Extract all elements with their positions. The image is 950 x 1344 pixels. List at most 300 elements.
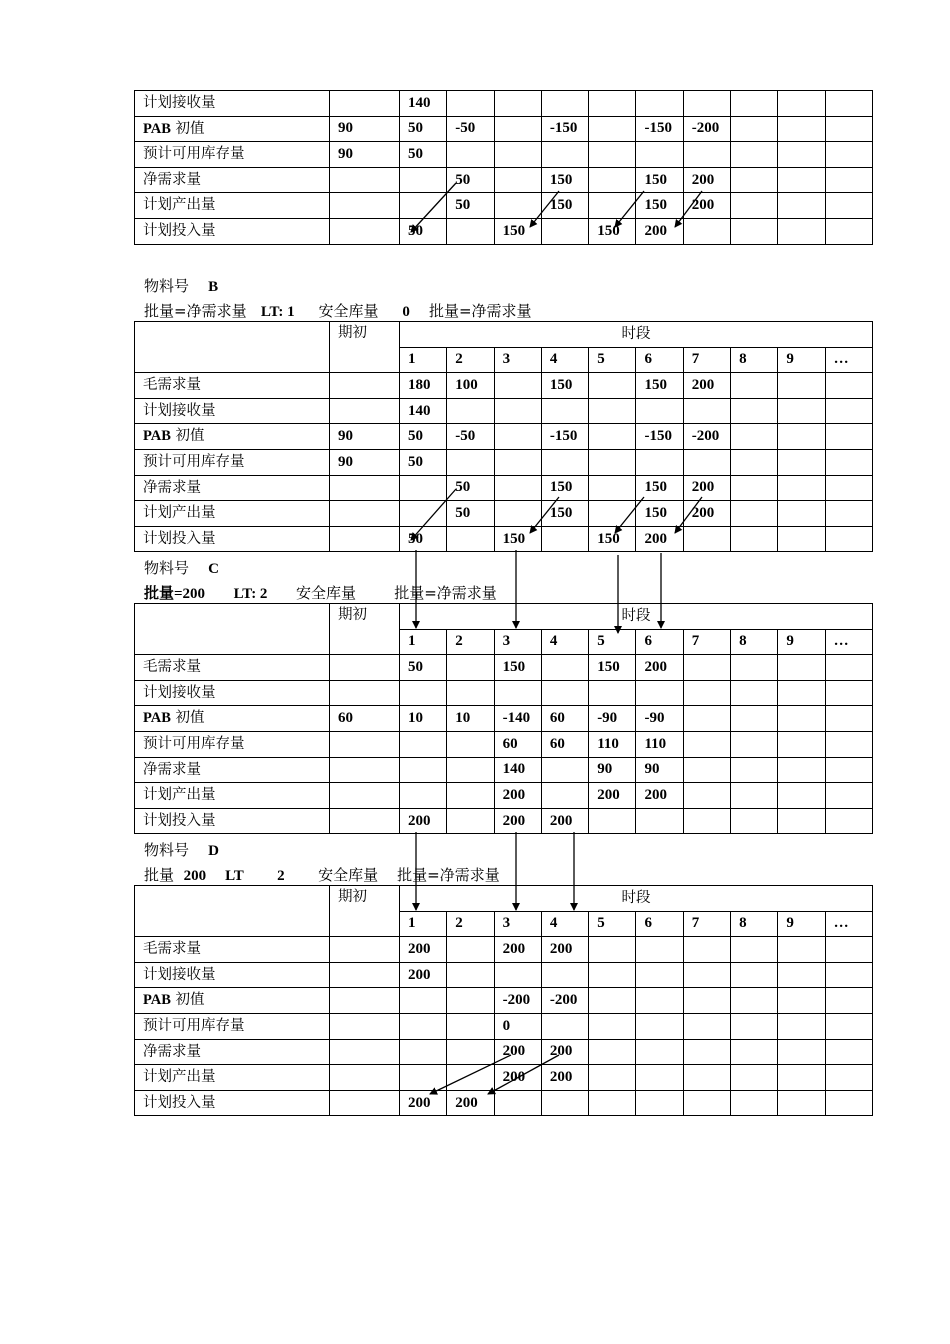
period-value: -140: [494, 706, 541, 732]
period-value: [778, 783, 825, 809]
period-value: [589, 373, 636, 399]
period-value: 150: [636, 475, 683, 501]
initial-value: [330, 731, 400, 757]
period-value: [778, 475, 825, 501]
period-number: 5: [589, 629, 636, 655]
header-row: [135, 604, 873, 630]
period-value: [778, 706, 825, 732]
period-value: [778, 449, 825, 475]
period-value: [683, 988, 730, 1014]
row-label: 计划投入量: [135, 1090, 330, 1116]
period-value: [589, 962, 636, 988]
period-value: [825, 783, 872, 809]
period-value: [731, 680, 778, 706]
period-number: 8: [731, 911, 778, 937]
initial-value: [330, 937, 400, 963]
period-value: [825, 808, 872, 834]
table-row: [135, 680, 873, 706]
row-label: 预计可用库存量: [135, 142, 330, 168]
period-value: [636, 398, 683, 424]
periods-header: 时段: [400, 322, 873, 348]
period-value: 150: [589, 526, 636, 552]
period-value: [400, 167, 447, 193]
period-value: 180: [400, 373, 447, 399]
row-label: 计划接收量: [135, 398, 330, 424]
period-value: [825, 424, 872, 450]
period-number: …: [825, 911, 872, 937]
period-value: 200: [447, 1090, 494, 1116]
period-value: -150: [541, 424, 588, 450]
period-value: [778, 757, 825, 783]
period-value: -90: [589, 706, 636, 732]
period-value: 50: [447, 475, 494, 501]
initial-value: [330, 475, 400, 501]
period-value: 10: [400, 706, 447, 732]
period-value: 50: [400, 218, 447, 244]
period-value: [683, 398, 730, 424]
period-value: [447, 1013, 494, 1039]
period-value: 140: [400, 398, 447, 424]
period-value: [447, 142, 494, 168]
period-value: 90: [589, 757, 636, 783]
period-value: [400, 193, 447, 219]
period-value: 150: [589, 655, 636, 681]
period-number: 8: [731, 629, 778, 655]
period-number: 4: [541, 347, 588, 373]
period-value: 150: [589, 218, 636, 244]
header-row: [135, 322, 873, 348]
period-value: 200: [400, 808, 447, 834]
initial-value: 90: [330, 116, 400, 142]
period-value: [447, 808, 494, 834]
initial-header: 期初: [330, 886, 400, 937]
period-value: [778, 1065, 825, 1091]
period-value: [731, 706, 778, 732]
row-label: 预计可用库存量: [135, 731, 330, 757]
material-b-parameters: 批量=净需求量 LT: 1 安全库量 0 批量=净需求量: [144, 302, 532, 320]
row-label: 净需求量: [135, 167, 330, 193]
period-number: 1: [400, 347, 447, 373]
period-value: [636, 449, 683, 475]
period-value: -50: [447, 424, 494, 450]
period-value: 200: [589, 783, 636, 809]
period-value: [731, 501, 778, 527]
period-value: [825, 526, 872, 552]
period-value: [589, 1090, 636, 1116]
period-value: [825, 757, 872, 783]
initial-value: [330, 655, 400, 681]
material-a-table-partial: [134, 90, 873, 245]
period-value: [731, 142, 778, 168]
table-row: [135, 988, 873, 1014]
period-value: [541, 398, 588, 424]
period-number: 9: [778, 347, 825, 373]
corner-cell: [135, 604, 330, 655]
period-value: [825, 731, 872, 757]
table-row: [135, 937, 873, 963]
table-row: [135, 91, 873, 117]
period-value: [683, 1065, 730, 1091]
period-value: 50: [400, 526, 447, 552]
period-value: [778, 1090, 825, 1116]
initial-value: [330, 398, 400, 424]
period-value: [683, 783, 730, 809]
period-value: [589, 424, 636, 450]
row-label: 净需求量: [135, 1039, 330, 1065]
period-value: [731, 962, 778, 988]
initial-value: 60: [330, 706, 400, 732]
periods-header: 时段: [400, 886, 873, 912]
initial-value: [330, 91, 400, 117]
period-value: [778, 1013, 825, 1039]
period-value: [447, 757, 494, 783]
period-value: [636, 142, 683, 168]
period-value: [494, 501, 541, 527]
period-value: [825, 962, 872, 988]
period-value: [731, 655, 778, 681]
period-value: 200: [636, 655, 683, 681]
period-number: 3: [494, 629, 541, 655]
period-value: [400, 680, 447, 706]
period-value: [825, 501, 872, 527]
period-value: [825, 449, 872, 475]
period-value: [825, 167, 872, 193]
row-label: 计划投入量: [135, 526, 330, 552]
period-value: [447, 1065, 494, 1091]
period-value: [541, 680, 588, 706]
period-value: [400, 783, 447, 809]
table-row: [135, 706, 873, 732]
period-value: [825, 475, 872, 501]
row-label: 毛需求量: [135, 937, 330, 963]
initial-header: 期初: [330, 322, 400, 373]
initial-value: [330, 501, 400, 527]
period-value: 200: [636, 526, 683, 552]
period-value: [683, 142, 730, 168]
period-value: [731, 526, 778, 552]
period-value: 60: [541, 706, 588, 732]
period-value: [731, 757, 778, 783]
corner-cell: [135, 886, 330, 937]
period-value: [683, 655, 730, 681]
period-value: 200: [400, 1090, 447, 1116]
table-row: [135, 167, 873, 193]
period-value: [447, 680, 494, 706]
period-value: 200: [494, 783, 541, 809]
initial-value: [330, 218, 400, 244]
initial-value: [330, 1090, 400, 1116]
period-value: 150: [636, 167, 683, 193]
row-label: PAB 初值: [135, 424, 330, 450]
period-value: [400, 1039, 447, 1065]
period-value: [731, 373, 778, 399]
period-value: 200: [494, 1039, 541, 1065]
period-value: [731, 91, 778, 117]
period-value: [589, 1065, 636, 1091]
period-value: [683, 937, 730, 963]
period-value: [541, 757, 588, 783]
row-label: 计划接收量: [135, 91, 330, 117]
period-value: 50: [400, 655, 447, 681]
period-value: [400, 501, 447, 527]
period-value: [447, 1039, 494, 1065]
period-value: [778, 937, 825, 963]
initial-value: [330, 373, 400, 399]
initial-value: [330, 680, 400, 706]
period-value: [589, 193, 636, 219]
period-value: [447, 655, 494, 681]
period-number: 1: [400, 911, 447, 937]
period-number: 4: [541, 911, 588, 937]
period-value: [825, 116, 872, 142]
table-row: [135, 449, 873, 475]
initial-value: [330, 808, 400, 834]
table-row: [135, 808, 873, 834]
period-value: 50: [447, 167, 494, 193]
period-value: 150: [494, 526, 541, 552]
period-number: 6: [636, 911, 683, 937]
table-row: [135, 373, 873, 399]
period-value: [541, 1090, 588, 1116]
period-number: 3: [494, 911, 541, 937]
period-value: [541, 655, 588, 681]
period-value: 50: [400, 116, 447, 142]
period-value: [447, 783, 494, 809]
table-row: [135, 757, 873, 783]
period-value: [683, 731, 730, 757]
material-c-parameters: 批量=200 LT: 2 安全库量 批量=净需求量: [144, 584, 497, 602]
period-value: [731, 937, 778, 963]
table-row: [135, 501, 873, 527]
period-value: [494, 962, 541, 988]
period-value: [589, 1039, 636, 1065]
period-value: 110: [589, 731, 636, 757]
table-row: [135, 526, 873, 552]
period-number: …: [825, 629, 872, 655]
period-value: [683, 808, 730, 834]
period-value: -200: [494, 988, 541, 1014]
period-value: [447, 449, 494, 475]
period-value: [683, 449, 730, 475]
period-value: [825, 142, 872, 168]
material-c-table: [134, 603, 873, 834]
period-number: 9: [778, 629, 825, 655]
initial-value: 90: [330, 142, 400, 168]
period-value: [778, 501, 825, 527]
period-value: [731, 193, 778, 219]
table-row: [135, 1090, 873, 1116]
period-value: [494, 193, 541, 219]
period-value: [731, 988, 778, 1014]
period-value: -150: [636, 116, 683, 142]
period-value: 200: [683, 501, 730, 527]
row-label: PAB 初值: [135, 116, 330, 142]
row-label: 计划投入量: [135, 808, 330, 834]
period-value: [825, 937, 872, 963]
period-value: [825, 680, 872, 706]
period-number: 7: [683, 629, 730, 655]
period-value: [541, 526, 588, 552]
period-value: 100: [447, 373, 494, 399]
initial-value: [330, 1013, 400, 1039]
initial-value: [330, 783, 400, 809]
period-value: 110: [636, 731, 683, 757]
period-value: [636, 91, 683, 117]
period-value: [778, 193, 825, 219]
period-value: [683, 91, 730, 117]
period-value: [589, 501, 636, 527]
period-value: [400, 1013, 447, 1039]
period-value: [494, 167, 541, 193]
table-row: [135, 731, 873, 757]
period-value: [683, 1039, 730, 1065]
header-row: [135, 886, 873, 912]
period-value: 50: [400, 142, 447, 168]
period-value: 150: [494, 218, 541, 244]
period-value: 200: [400, 937, 447, 963]
period-value: [778, 808, 825, 834]
period-value: [494, 424, 541, 450]
table-row: [135, 193, 873, 219]
row-label: PAB 初值: [135, 988, 330, 1014]
period-value: [731, 1065, 778, 1091]
initial-value: [330, 1065, 400, 1091]
row-label: 净需求量: [135, 757, 330, 783]
table-row: [135, 398, 873, 424]
material-d-table: [134, 885, 873, 1116]
period-value: [731, 424, 778, 450]
initial-value: [330, 988, 400, 1014]
period-value: 50: [400, 449, 447, 475]
period-value: 140: [494, 757, 541, 783]
period-number: 3: [494, 347, 541, 373]
period-value: -200: [683, 424, 730, 450]
period-value: [400, 757, 447, 783]
period-value: [825, 655, 872, 681]
period-value: 60: [494, 731, 541, 757]
period-value: [778, 91, 825, 117]
period-value: [636, 1090, 683, 1116]
period-value: [589, 937, 636, 963]
period-number: 5: [589, 347, 636, 373]
period-value: [400, 988, 447, 1014]
period-value: [825, 1039, 872, 1065]
period-value: [589, 475, 636, 501]
period-value: 150: [636, 373, 683, 399]
period-number: 2: [447, 629, 494, 655]
table-row: [135, 424, 873, 450]
period-value: [778, 167, 825, 193]
period-value: [636, 937, 683, 963]
material-d-heading: 物料号 D: [144, 841, 219, 859]
material-d-parameters: 批量 200 LT 2 安全库量 批量=净需求量: [144, 866, 500, 884]
period-value: 200: [683, 475, 730, 501]
row-label: 计划投入量: [135, 218, 330, 244]
period-number: 5: [589, 911, 636, 937]
initial-header: 期初: [330, 604, 400, 655]
period-value: [825, 398, 872, 424]
period-value: [636, 988, 683, 1014]
period-value: [589, 449, 636, 475]
period-value: [683, 1013, 730, 1039]
period-value: [778, 218, 825, 244]
period-value: -150: [541, 116, 588, 142]
period-value: [778, 116, 825, 142]
period-value: [825, 988, 872, 1014]
period-value: [778, 655, 825, 681]
period-value: -90: [636, 706, 683, 732]
initial-value: [330, 962, 400, 988]
period-value: [636, 1039, 683, 1065]
period-value: [494, 91, 541, 117]
period-value: [589, 142, 636, 168]
period-value: [778, 988, 825, 1014]
period-value: [589, 680, 636, 706]
initial-value: 90: [330, 449, 400, 475]
material-c-heading: 物料号 C: [144, 559, 219, 577]
period-value: [778, 424, 825, 450]
period-value: [400, 731, 447, 757]
period-value: [825, 706, 872, 732]
row-label: 计划产出量: [135, 193, 330, 219]
row-label: 净需求量: [135, 475, 330, 501]
period-value: 150: [541, 193, 588, 219]
period-value: 140: [400, 91, 447, 117]
period-value: [778, 680, 825, 706]
period-value: [731, 783, 778, 809]
period-value: [494, 1090, 541, 1116]
period-value: [447, 937, 494, 963]
table-row: [135, 116, 873, 142]
period-value: [541, 962, 588, 988]
material-b-table: [134, 321, 873, 552]
table-row: [135, 783, 873, 809]
period-value: -150: [636, 424, 683, 450]
period-value: [494, 449, 541, 475]
period-value: [589, 116, 636, 142]
period-value: [589, 1013, 636, 1039]
period-value: [683, 1090, 730, 1116]
period-value: 90: [636, 757, 683, 783]
period-value: 200: [541, 808, 588, 834]
period-value: 200: [494, 808, 541, 834]
initial-value: [330, 757, 400, 783]
period-value: [825, 1065, 872, 1091]
period-value: [778, 526, 825, 552]
period-value: 150: [541, 501, 588, 527]
period-value: 150: [541, 373, 588, 399]
period-value: [541, 91, 588, 117]
period-number: 8: [731, 347, 778, 373]
period-value: 200: [400, 962, 447, 988]
row-label: 计划产出量: [135, 783, 330, 809]
table-row: [135, 475, 873, 501]
period-number: 7: [683, 347, 730, 373]
period-value: [731, 1013, 778, 1039]
period-value: [731, 808, 778, 834]
row-label: 计划产出量: [135, 501, 330, 527]
period-value: [447, 526, 494, 552]
period-value: [778, 731, 825, 757]
period-value: [731, 1039, 778, 1065]
period-value: [825, 193, 872, 219]
period-value: 50: [447, 501, 494, 527]
period-value: [731, 167, 778, 193]
period-value: [683, 680, 730, 706]
period-value: [589, 398, 636, 424]
period-value: [447, 398, 494, 424]
period-number: 2: [447, 911, 494, 937]
